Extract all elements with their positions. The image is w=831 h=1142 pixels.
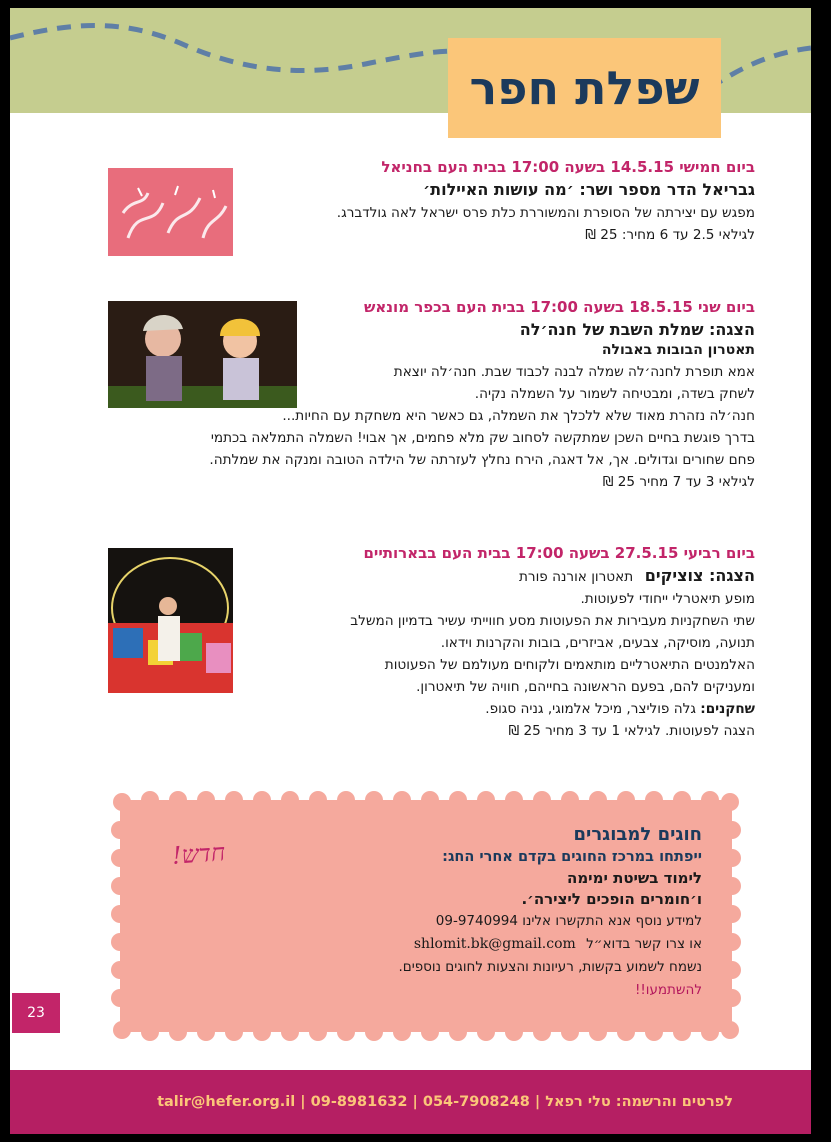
footer-bar [10,1070,811,1134]
event-3-cast-names: גלה פוליצר, מיכל אלמוגי, גניה סגופ. [485,701,696,717]
adult-classes-email-line [262,933,702,956]
event-2-line: אמא תופרת לחנה׳לה שמלה לבנה לכבוד שבת. חנה׳לה יוצאת [393,364,755,380]
event-2-line: לשחק בשדה, ומבטיחה לשמור על השמלה נקיה. [474,386,755,402]
email-prefix: או צרו קשר בדוא״ל [586,936,702,952]
page-title: שפלת חפר [469,61,700,115]
adult-classes-subtitle: ייפתחו במרכז החוגים בקדם אחרי החג: [442,849,702,865]
event-3-line: תנועה, מוסיקה, צבעים, אביזרים, בובות והקרנות וידאו. [440,635,755,651]
event-2-line: לגילאי 3 עד 7 מחיר 25 ₪ [602,474,755,490]
event-1 [105,158,755,246]
new-tag: חדש! [171,838,227,870]
event-1-when: ביום חמישי 14.5.15 בשעה 17:00 בבית העם בחניאל [381,158,755,176]
event-2-line: חנה׳לה נזהרת מאוד שלא ללכלך את השמלה, גם כאשר היא משחקת עם החיות... [282,408,755,424]
event-3-cast [105,698,755,720]
event-3-company: תאטרון אורנה פורת [518,569,634,585]
footer-contact: לפרטים והרשמה: טלי רפאל | 054-7908248 | 09-8981632 | talir@hefer.org.il [157,1094,733,1110]
event-3-line: שתי השחקניות מעבירות את הפעוטות מסע חווייתי עשיר בדמיון המשלב [350,613,755,629]
event-3-cast-label: שחקנים: [700,701,755,717]
event-3 [105,544,755,742]
adult-classes-course-1: לימוד בשיטת ימימה [567,869,702,887]
event-1-headline: גבריאל הדר מספר ושר: ׳מה עושות האיילות׳ [423,180,755,199]
email-link[interactable]: shlomit.bk@gmail.com [413,936,576,952]
event-3-line: הצגה לפעוטות. לגילאי 1 עד 3 מחיר 25 ₪ [508,723,755,739]
event-2-line: בדרך פוגשת בחיים השכן שמתקשה לסחוב שק מלא פחמים, אך אבוי! השמלה התמלאה בכתמי [210,430,755,446]
event-3-line: מופע תיאטרלי ייחודי לפעוטות. [580,591,755,607]
adult-classes-phone-line: למידע נוסף אנא התקשרו אלינו 09-9740994 [435,913,702,929]
event-2 [105,298,755,493]
event-3-headline [105,566,755,585]
event-3-line: ומעניקים להם, בפעם הראשונה בחייהם, חוויה של תיאטרון. [416,679,755,695]
event-2-when: ביום שני 18.5.15 בשעה 17:00 בבית העם בכפר מונאש [363,298,755,316]
event-2-company: תאטרון הבובות באבולה [601,342,755,358]
adult-classes-course-2: ו׳חומרים הופכים ליצירה׳. [521,890,702,908]
event-3-when: ביום רביעי 27.5.15 בשעה 17:00 בבית העם בבארותיים [363,544,755,562]
event-3-line: האלמנטים התיאטרליים מותאמים ולקוחים מעולמם של הפעוטות [384,657,755,673]
page-number: 23 [12,993,60,1033]
event-1-line: מפגש עם יצירתה של הסופרת והמשוררת כלת פרס ישראל לאה גולדברג. [336,205,755,221]
adult-classes-box [120,800,732,1032]
adult-classes-title: חוגים למבוגרים [573,824,702,845]
adult-classes-signoff: להשתמעו!! [634,982,702,998]
adult-classes-content [262,824,702,1001]
event-3-title: הצגה: צוציקים [644,566,755,585]
event-2-line: פחם שחורים וגדולים. אך, אל דאגה, הירח נחלץ לעזרתה של הילדה הטובה ומנקה את שמלתה. [209,452,755,468]
brochure-page [10,8,811,1134]
page-title-box [448,38,721,138]
event-1-line: לגילאי 2.5 עד 6 מחיר: 25 ₪ [585,227,755,243]
event-2-headline: הצגה: שמלת השבת של חנה׳לה [519,320,755,339]
adult-classes-requests-line: נשמח לשמוע בקשות, רעיונות והצעות לחוגים נוספים. [398,959,702,975]
